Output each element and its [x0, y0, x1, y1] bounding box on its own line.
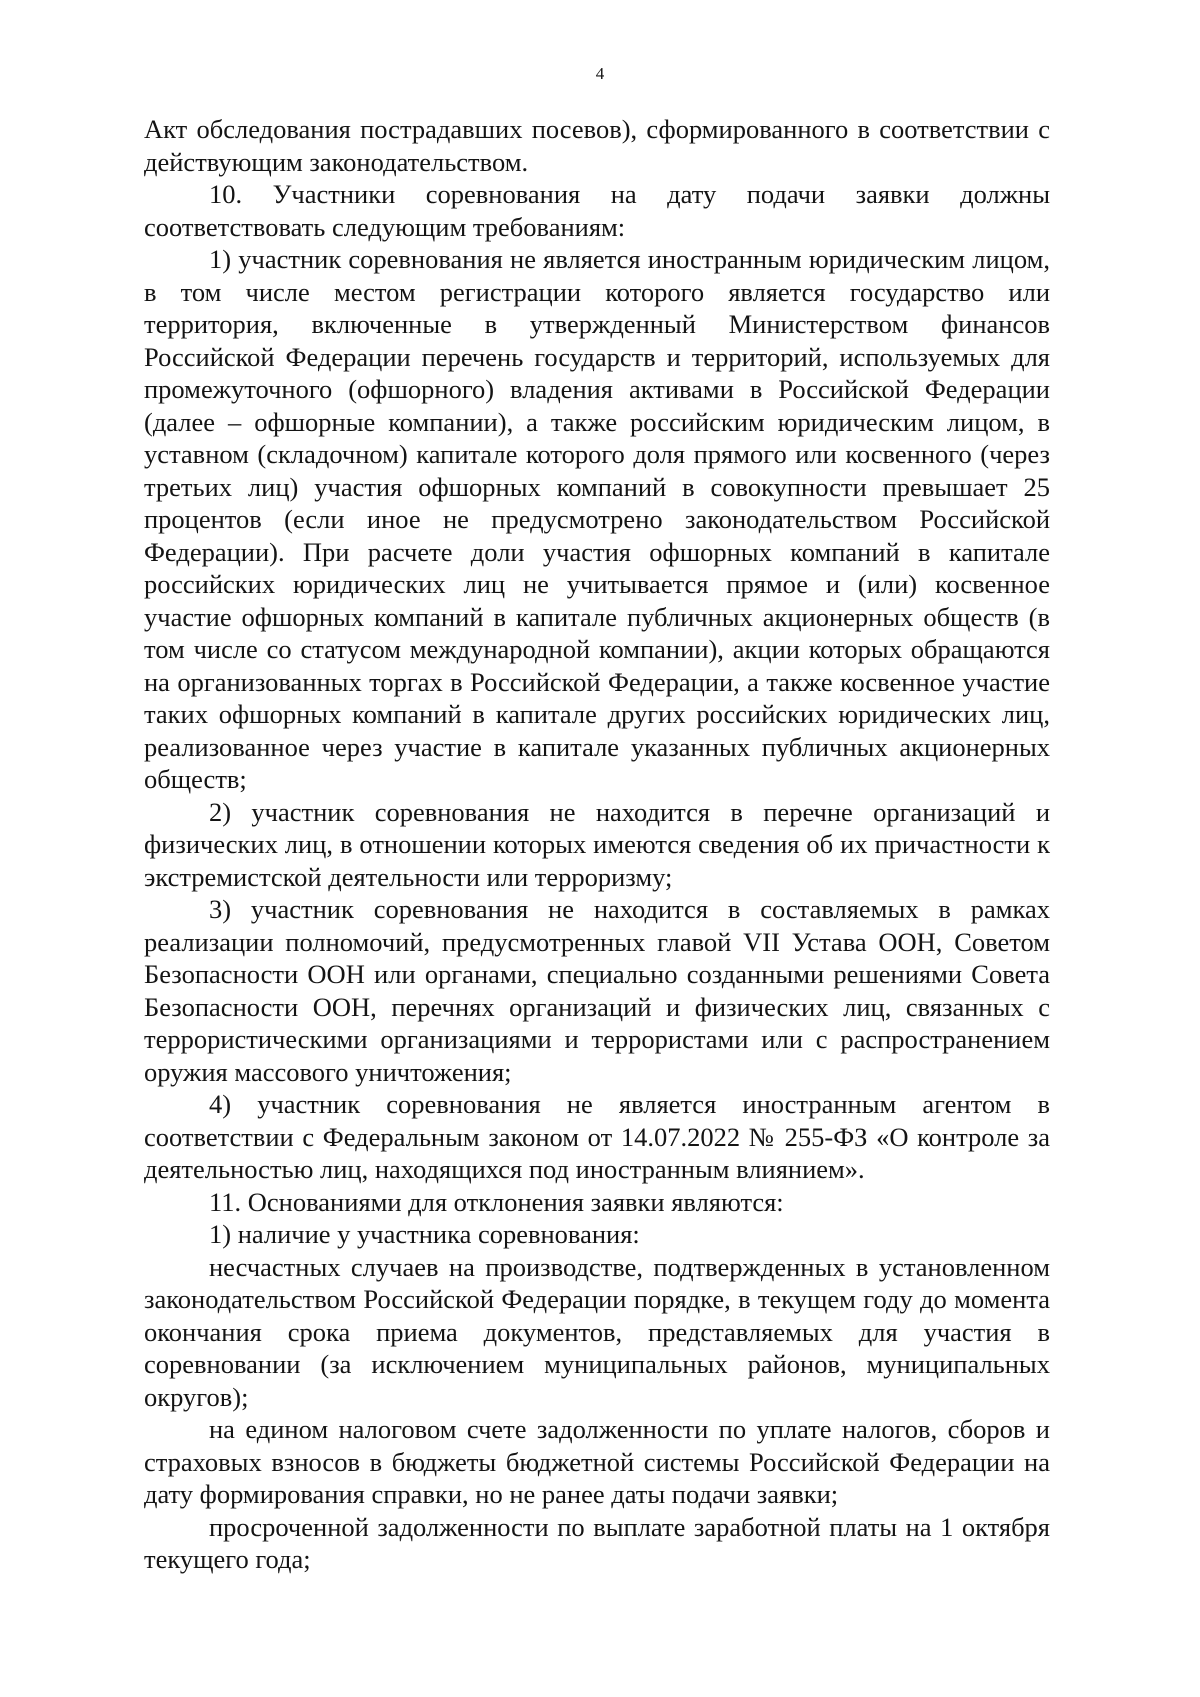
page-number: 4: [595, 64, 605, 83]
paragraph-salary-debt: просроченной задолженности по выплате заработной платы на 1 октября текущего года;: [144, 1511, 1050, 1574]
paragraph-accidents: несчастных случаев на производстве, подтвержденных в установленном законодательством Российской Федерации порядке, в текущем году до момента окончания срока приема документов, представляемых для участия в соревновании (за исключением муниципальных районов, муниципальных округов);: [144, 1251, 1050, 1412]
paragraph-tax-debt: на едином налоговом счете задолженности по уплате налогов, сборов и страховых взносов в бюджеты бюджетной системы Российской Федерации на дату формирования справки, но не ранее даты подачи заявки;: [144, 1414, 1050, 1509]
paragraph-clause-10-item-4: 4) участник соревнования не является иностранным агентом в соответствии с Федеральным законом от 14.07.2022 № 255-ФЗ «О контроле за деятельностью лиц, находящихся под иностранным влиянием».: [144, 1089, 1050, 1184]
paragraph-clause-10-item-2: 2) участник соревнования не находится в перечне организаций и физических лиц, в отношении которых имеются сведения об их причастности к экстремистской деятельности или терроризму;: [144, 796, 1050, 892]
paragraph-continuation: Акт обследования пострадавших посевов), сформированного в соответствии с действующим законодательством.: [144, 114, 1050, 177]
paragraph-clause-10-item-3: 3) участник соревнования не находится в составляемых в рамках реализации полномочий, предусмотренных главой VII Устава ООН, Советом Безопасности ООН или органами, специально созданными решениями Совета Безопасности ООН, перечнях организаций и физических лиц, связанных с террористическими организациями и террористами или с распространением оружия массового уничтожения;: [144, 894, 1050, 1087]
paragraph-clause-11: 11. Основаниями для отклонения заявки являются:: [209, 1186, 784, 1217]
paragraph-clause-10: 10. Участники соревнования на дату подачи заявки должны соответствовать следующим требованиям:: [144, 179, 1050, 242]
paragraph-clause-11-item-1: 1) наличие у участника соревнования:: [209, 1219, 640, 1249]
paragraph-clause-10-item-1: 1) участник соревнования не является иностранным юридическим лицом, в том числе местом регистрации которого является государство или территория, включенные в утвержденный Министерством финансов Российской Федерации перечень государств и территорий, используемых для промежуточного (офшорного) владения активами в Российской Федерации (далее – офшорные компании), а также российским юридическим лицом, в уставном (складочном) капитале которого доля прямого или косвенного (через третьих лиц) участия офшорных компаний в совокупности превышает 25 процентов (если иное не предусмотрено законодательством Российской Федерации). При расчете доли участия офшорных компаний в капитале российских юридических лиц не учитывается прямое и (или) косвенное участие офшорных компаний в капитале публичных акционерных обществ (в том числе со статусом международной компании), акции которых обращаются на организованных торгах в Российской Федерации, а также косвенное участие таких офшорных компаний в капитале других российских юридических лиц, реализованное через участие в капитале указанных публичных акционерных обществ;: [144, 244, 1050, 794]
document-body: [144, 113, 1050, 1576]
